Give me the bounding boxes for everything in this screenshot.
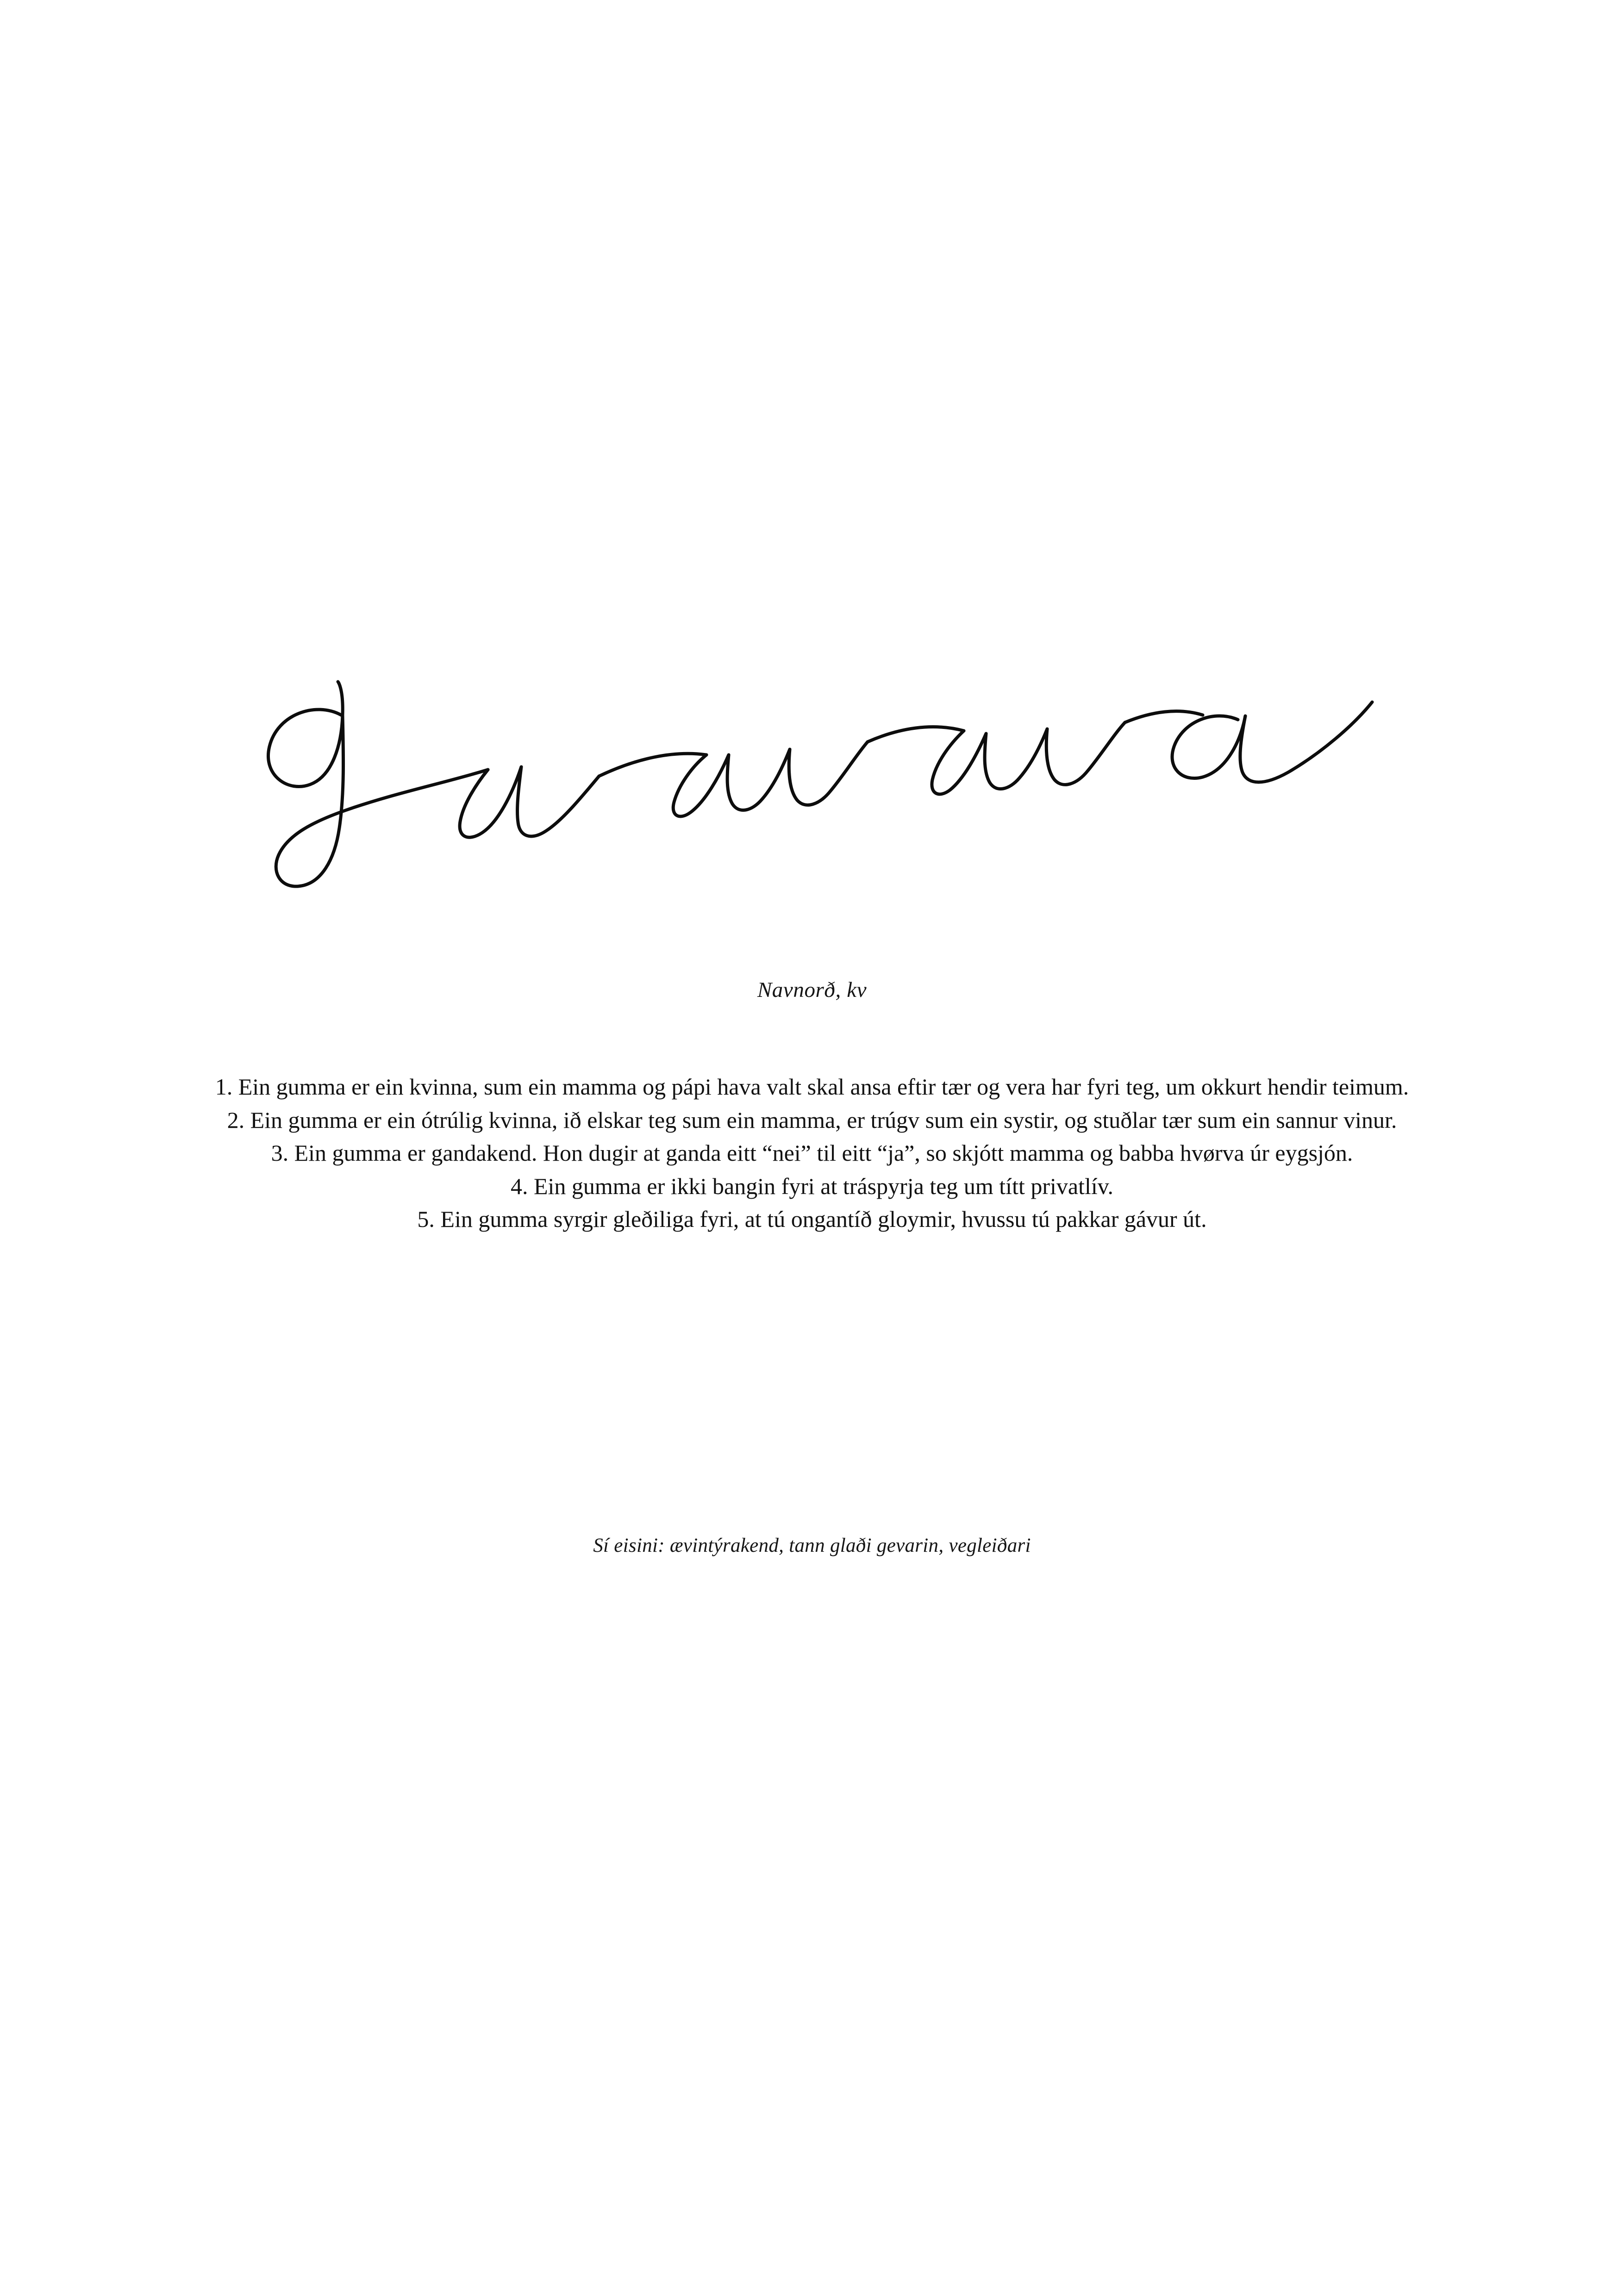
list-item: 5. Ein gumma syrgir gleðiliga fyri, at tú ongantíð gloymir, hvussu tú pakkar gávur út. bbox=[417, 1206, 1207, 1232]
list-item: 4. Ein gumma er ikki bangin fyri at tráspyrja teg um títt privatlív. bbox=[510, 1173, 1114, 1199]
handwritten-script-wordmark-icon bbox=[229, 646, 1395, 905]
definition-list bbox=[176, 1071, 1448, 1237]
part-of-speech: Navnorð, kv bbox=[757, 978, 867, 1002]
synonyms-line: Sí eisini: ævintýrakend, tann glaði gevarin, vegleiðari bbox=[593, 1535, 1031, 1556]
list-item: 2. Ein gumma er ein ótrúlig kvinna, ið elskar teg sum ein mamma, er trúgv sum ein systir, og stuðlar tær sum ein sannur vinur. bbox=[227, 1107, 1397, 1133]
list-item: 1. Ein gumma er ein kvinna, sum ein mamma og pápi hava valt skal ansa eftir tær og vera har fyri teg, um okkurt hendir teimum. bbox=[215, 1074, 1409, 1100]
wordmark-script bbox=[0, 646, 1624, 905]
list-item: 3. Ein gumma er gandakend. Hon dugir at ganda eitt “nei” til eitt “ja”, so skjótt mamma og babba hvørva úr eygsjón. bbox=[271, 1140, 1353, 1166]
